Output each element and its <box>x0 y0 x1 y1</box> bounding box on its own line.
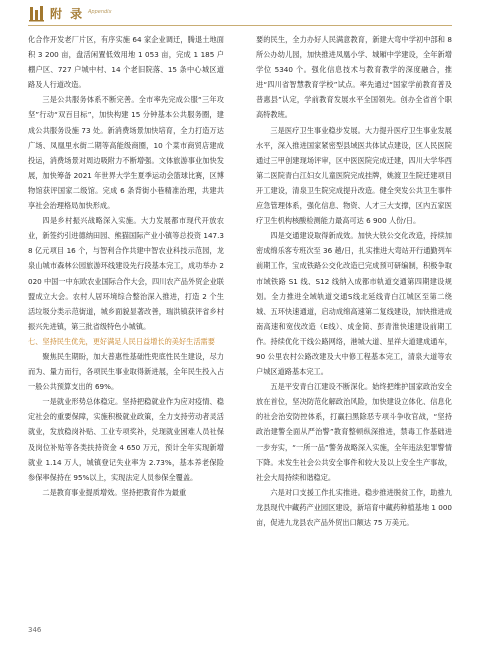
paragraph: 四是交通建设取得新成效。加快大铁公交化改造，持续加密成绵乐客专班次至 36 趟/日，扎实推进大弯站开行通勤列车前期工作，宝成铁路公交化改造已完成预可研编制，积极争取市域铁路 S1 线、S12 线纳入成都市轨道交通第四期建设规划。全力推进全域轨道交通S线北延线青白江城区至第二绕城、五环快速通道，启动成绵高速第二复线建设，加快推进成南高速和宽伐改造（E线）、成金简、彭青淮快速建设前期工作。持续优化干线公路网络，港城大道、星祥大道建成通车，90 公里农村公路改建及大中修工程基本完工，清泉大道等农户城区道路基本完工。 <box>256 231 452 377</box>
paragraph: 聚焦民生期盼，加大普惠性基础性兜底性民生建设，尽力而为、量力而行，各项民生事业取得新进展，全年民生投入占一般公共预算支出的 69%。 <box>28 351 224 392</box>
header-divider <box>28 25 452 26</box>
paragraph: 化合作开发老厂片区，有序实施 64 家企业调迁，腾退土地面积 3 200 亩，盘活闲置低效用地 1 053 亩，完成 1 185 户棚户区、727 户城中村、14 个老旧院落、15 条中心城区道路及人行道改造。 <box>28 35 224 90</box>
paragraph: 三是医疗卫生事业稳步发展。大力提升医疗卫生事业发展水平，深入推进国家紧密型县域医共体试点建设，区人民医院通过三甲创建现场评审，区中医医院完成迁建，四川大学华西第二医院青白江妇女儿童医院完成挂牌，姚渡卫生院迁建项目开工建设，清泉卫生院完成提升改造。健全突发公共卫生事件应急管理体系，强化信息、物资、人才三大支撑，区内五家医疗卫生机构核酸检测能力最高可达 6 900 人份/日。 <box>256 125 452 226</box>
right-column <box>256 32 452 530</box>
stylized-column-logo-icon <box>28 4 46 22</box>
paragraph: 一是就业形势总体稳定。坚持把稳就业作为应对疫情、稳定社会的重要保障，实施积极就业政策，全力支持劳动者灵活就业，发放稳岗补贴、工业专项奖补，兑现就业困难人员社保及岗位补贴等各类扶持资金 4 650 万元，预计全年实现新增就业 1.14 万人，城镇登记失业率为 2.73%，基本养老保险参保率保持在 95%以上，实现法定人员参保全覆盖。 <box>28 397 224 482</box>
page-number: 346 <box>28 626 42 634</box>
paragraph: 三是公共服务体系不断完善。全市率先完成公服“三年攻坚”行动“双百目标”，加快构建 15 分钟基本公共服务圈，建成公共服务设施 73 处。新消费场景加快培育，全力打造万达广场、凤凰里水街二期等高能级商圈，10 个菜市商贸店建成投运，消费场景对周边吸附力不断增强。文体旅游事业加快发展，加快筹备 2021 年世界大学生夏季运动会篮球比赛，区博物馆获评国家二级馆。完成 6 条背街小巷精准治理，共建共享社会治理格局加快形成。 <box>28 95 224 211</box>
paragraph: 要的民生，全力办好人民满意教育，新建大弯中学初中部和 8 所公办幼儿园，加快推进凤凰小学、城厢中学建设，全年新增学位 5340 个。强化信息技术与教育教学的深度融合，推进“四川省智慧教育学校”试点。率先通过“国家学前教育普及普惠县”认定，学前教育发展水平全国领先。创办全省首个职高特教班。 <box>256 35 452 120</box>
left-column <box>28 32 224 500</box>
section-heading: 七、坚持民生优先，更好满足人民日益增长的美好生活需要 <box>28 336 215 346</box>
paragraph: 五是平安青白江建设不断深化。始终把维护国家政治安全放在首位，坚决防范化解政治风险，加快建设立体化、信息化的社会治安防控体系，打赢扫黑除恶专项斗争收官战，“坚持政治建警全面从严治警”教育整顿纵深推进，禁毒工作基础进一步夯实，“一所一品”警务战略深入实施，全年违法犯罪警情下降。未发生社会公共安全事件和较大及以上安全生产事故，社会大局持续和谐稳定。 <box>256 382 452 482</box>
section-title: 附 录 <box>50 7 85 21</box>
section-subtitle: Appendix <box>88 9 112 15</box>
paragraph: 六是对口支援工作扎实推进。稳步推进脱贫工作，助推九龙县现代中藏药产业园区建设，新培育中藏药种植基地 1 000 亩，促进九龙县农产品外贸出口额达 75 万美元。 <box>256 487 452 527</box>
paragraph: 四是乡村振兴战略深入实施。大力发展都市现代开放农业，新签约引进德纳田园、熊猫国际产业小镇等总投资 147.38 亿元项目 16 个，与智利合作共建中智农业科技示范园，龙泉山城市森林公园旅游环线建设先行段基本完工，成功举办 2020 中国一中东欧农业国际合作大会，四川农产品外贸企业联盟成立大会。农村人居环境综合整治深入推进，打造 2 个生活垃圾分类示范街道，城乡面貌显著改善，瑞洪镇获评省乡村振兴先进镇，第三批省级特色小城镇。 <box>28 216 224 331</box>
page-header <box>28 0 328 26</box>
paragraph: 二是教育事业提质增效。坚持把教育作为最重 <box>42 487 187 497</box>
